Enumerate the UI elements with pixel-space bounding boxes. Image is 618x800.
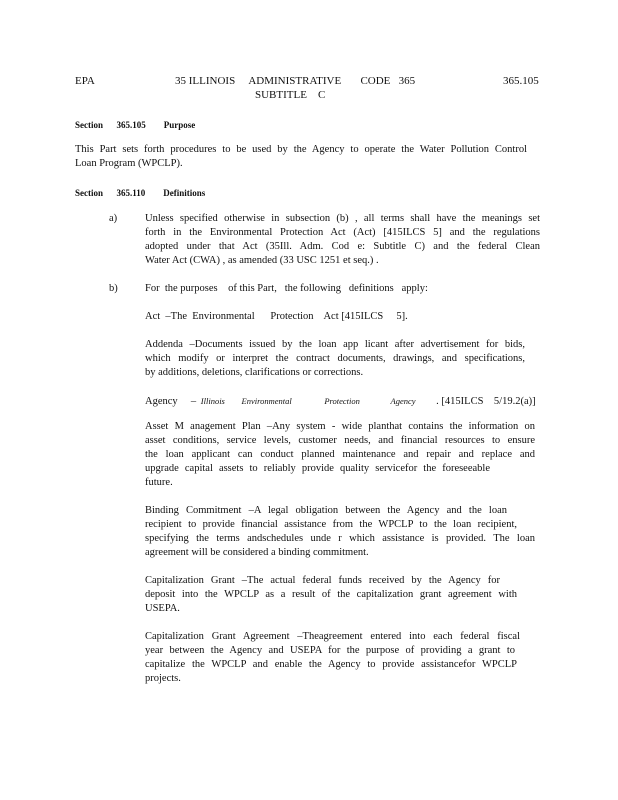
definition-addenda <box>145 338 525 380</box>
definition-capitalization-grant-agreement <box>145 630 520 686</box>
text-line: which modify or interpret the contract documents, drawings, and specifications, <box>145 353 525 364</box>
text-line: future. <box>145 477 173 488</box>
term-agency: Agency <box>145 396 178 407</box>
italic-word: Illinois <box>200 396 225 406</box>
header-agency: EPA <box>75 75 95 87</box>
text-line: specifying the terms andschedules unde r which assistance is provided. The loan <box>145 533 535 544</box>
italic-word: Protection <box>324 396 360 406</box>
text-line: Addenda –Documents issued by the loan app licant after advertisement for bids, <box>145 339 525 350</box>
text-line: adopted under that Act (35Ill. Adm. Cod e: Subtitle C) and the federal Clean <box>145 241 540 252</box>
item-b-intro: For the purposes of this Part, the following definitions apply: <box>145 283 428 294</box>
definition-act <box>145 310 540 324</box>
text-line: USEPA. <box>145 603 180 614</box>
text-line: upgrade capital assets to reliably provide quality servicefor the foreseeable <box>145 463 490 474</box>
definition-agency <box>145 394 536 409</box>
dash: – <box>190 396 197 407</box>
text-line: asset conditions, service levels, customer needs, and financial resources to ensure <box>145 435 535 446</box>
agency-citation: . [415ILCS 5/19.2(a)] <box>436 396 536 407</box>
text-line: Capitalization Grant –The actual federal funds received by the Agency for <box>145 575 500 586</box>
header-title-line1: 35 ILLINOIS ADMINISTRATIVE CODE 365 <box>175 75 416 87</box>
text-line: projects. <box>145 673 181 684</box>
text-line: Act –The Environmental Protection Act [415ILCS 5]. <box>145 311 408 322</box>
header-section-number: 365.105 <box>503 75 539 87</box>
italic-word: Environmental <box>241 396 292 406</box>
section-heading-purpose: Section 365.105 Purpose <box>75 120 196 130</box>
text-line: the loan applicant can conduct planned maintenance and repair and replace and <box>145 449 535 460</box>
item-a-paragraph <box>145 212 540 268</box>
text-line: Capitalization Grant Agreement –Theagreement entered into each federal fiscal <box>145 631 520 642</box>
section-heading-definitions: Section 365.110 Definitions <box>75 188 206 198</box>
italic-word: Agency <box>390 396 416 406</box>
text-line: Binding Commitment –A legal obligation between the Agency and the loan <box>145 505 507 516</box>
definition-binding-commitment <box>145 504 535 560</box>
item-label-b: b) <box>109 283 118 294</box>
text-line: recipient to provide financial assistance from the WPCLP to the loan recipient, <box>145 519 517 530</box>
text-line: Water Act (CWA) , as amended (33 USC 1251 et seq.) . <box>145 255 379 266</box>
definition-capitalization-grant <box>145 574 517 616</box>
text-line: Asset M anagement Plan –Any system - wide planthat contains the information on <box>145 421 535 432</box>
text-line: year between the Agency and USEPA for the purpose of providing a grant to <box>145 645 515 656</box>
text-line: by additions, deletions, clarifications or corrections. <box>145 367 364 378</box>
header-title-line2: SUBTITLE C <box>255 89 326 101</box>
definition-asset-management-plan <box>145 420 535 490</box>
text-line: Unless specified otherwise in subsection (b) , all terms shall have the meanings set <box>145 213 540 224</box>
text-line: Loan Program (WPCLP). <box>75 158 183 169</box>
purpose-paragraph <box>75 143 527 171</box>
text-line: deposit into the WPCLP as a result of the capitalization grant agreement with <box>145 589 517 600</box>
text-line: forth in the Environmental Protection Act (Act) [415ILCS 5] and the regulations <box>145 227 540 238</box>
text-line: This Part sets forth procedures to be used by the Agency to operate the Water Pollution Control <box>75 144 527 155</box>
text-line: agreement will be considered a binding commitment. <box>145 547 369 558</box>
item-label-a: a) <box>109 213 118 224</box>
text-line: capitalize the WPCLP and enable the Agency to provide assistancefor WPCLP <box>145 659 517 670</box>
